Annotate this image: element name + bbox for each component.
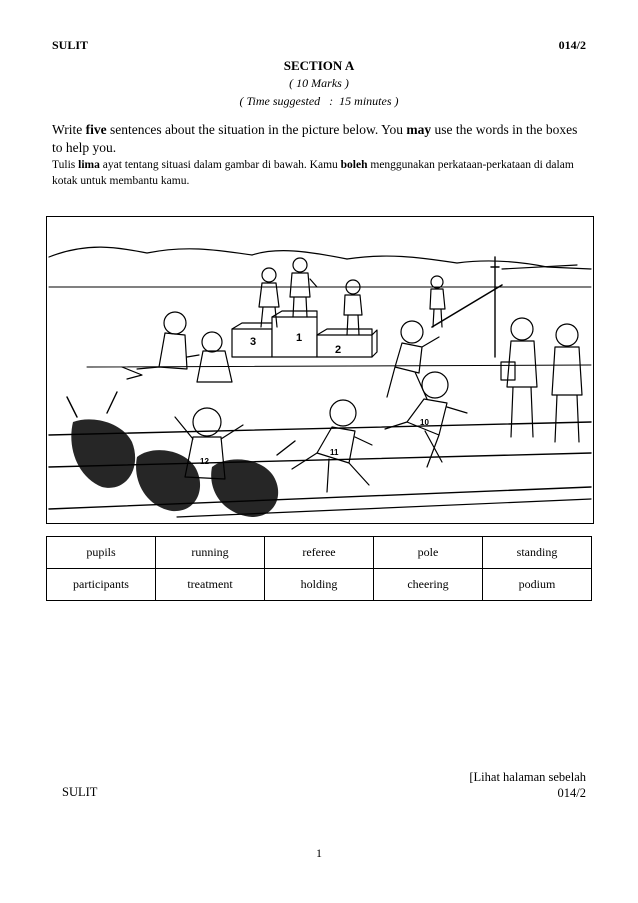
- podium-number-2: 2: [335, 344, 342, 356]
- section-marks: ( 10 Marks ): [289, 76, 349, 90]
- runners: [292, 372, 467, 492]
- bib-number-11: 11: [330, 448, 339, 457]
- footer-lihat: [Lihat halaman sebelah 014/2: [469, 770, 586, 800]
- word-standing: standing: [483, 537, 592, 569]
- word-referee: referee: [265, 537, 374, 569]
- podium-number-1: 1: [296, 332, 303, 344]
- word-box-row-2: [47, 569, 592, 601]
- header-sulit: SULIT: [52, 38, 89, 52]
- word-running: running: [156, 537, 265, 569]
- header-code: 014/2: [558, 38, 586, 52]
- word-box-row-1: [47, 537, 592, 569]
- word-holding: holding: [265, 569, 374, 601]
- page-number: 1: [316, 846, 322, 860]
- word-box: [46, 536, 592, 601]
- footer-sulit: SULIT: [62, 785, 98, 799]
- word-cheering: cheering: [374, 569, 483, 601]
- bib-number-10: 10: [420, 418, 429, 427]
- podium: [232, 311, 377, 357]
- pole-line: [432, 285, 502, 327]
- first-aid-kids: [122, 312, 232, 382]
- word-pupils: pupils: [47, 537, 156, 569]
- bib-number-12: 12: [200, 457, 209, 466]
- word-participants: participants: [47, 569, 156, 601]
- instruction-english: Write five sentences about the situation in the picture below. You may use the words in the boxes to help you.: [52, 122, 578, 155]
- word-podium: podium: [483, 569, 592, 601]
- cheering-spectators: [67, 392, 295, 517]
- instruction-malay: Tulis lima ayat tentang situasi dalam gambar di bawah. Kamu boleh menggunakan perkataan-perkataan di dalam kotak untuk membantu kamu.: [52, 159, 574, 187]
- word-pole: pole: [374, 537, 483, 569]
- podium-number-3: 3: [250, 336, 257, 348]
- jumper: [387, 321, 439, 399]
- section-time: ( Time suggested : 15 minutes ): [239, 94, 399, 108]
- section-title: SECTION A: [283, 58, 355, 73]
- word-treatment: treatment: [156, 569, 265, 601]
- sports-day-picture: [46, 216, 594, 524]
